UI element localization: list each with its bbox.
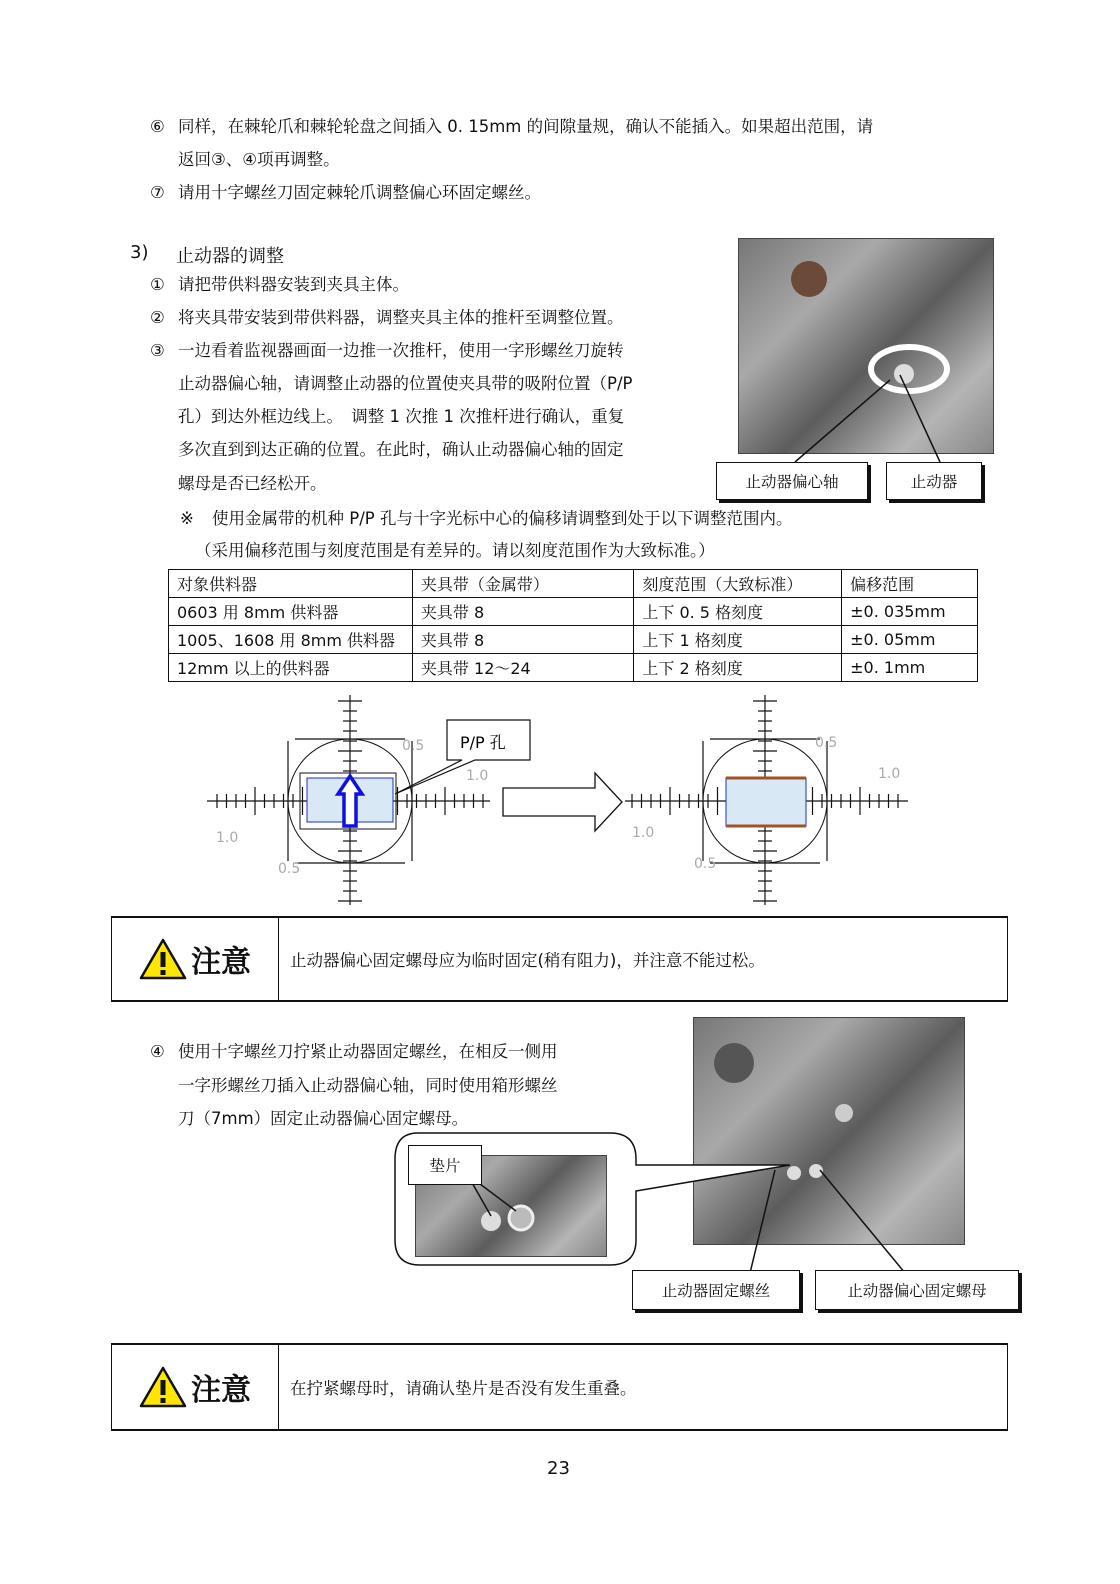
step-text: 刀（7mm）固定止动器偏心固定螺母。	[178, 1109, 469, 1128]
tick-label: 0.5	[815, 735, 838, 751]
table-cell: ±0. 035mm	[842, 598, 978, 626]
step-text: 孔）到达外框边线上。 调整 1 次推 1 次推杆进行确认，重复	[178, 407, 625, 426]
table-cell: 夹具带 8	[412, 626, 633, 654]
step-text: 同样，在棘轮爪和棘轮轮盘之间插入 0. 15mm 的间隙量规，确认不能插入。如果超出范围，请	[178, 117, 874, 136]
caution-box	[111, 1343, 1008, 1431]
tick-label: 1.0	[632, 825, 655, 841]
table-header: 刻度范围（大致标准）	[634, 570, 842, 598]
table-cell: 1005、1608 用 8mm 供料器	[169, 626, 413, 654]
table-header: 对象供料器	[169, 570, 413, 598]
step-number: ⑦	[150, 183, 165, 202]
table-header-row	[169, 570, 978, 598]
step-text: 一字形螺丝刀插入止动器偏心轴，同时使用箱形螺丝	[178, 1076, 558, 1095]
step-text: 请用十字螺丝刀固定棘轮爪调整偏心环固定螺丝。	[178, 183, 541, 202]
note-text: 使用金属带的机种 P/P 孔与十字光标中心的偏移请调整到处于以下调整范围内。	[212, 509, 793, 528]
label-stopper: 止动器	[886, 462, 982, 500]
step-text: 返回③、④项再调整。	[178, 150, 340, 169]
step-text: 请把带供料器安装到夹具主体。	[178, 275, 409, 294]
label-eccentric-nut: 止动器偏心固定螺母	[815, 1270, 1019, 1310]
step-text: 一边看着监视器画面一边推一次推杆，使用一字形螺丝刀旋转	[178, 341, 624, 360]
adjustment-range-table	[168, 569, 978, 682]
step-number: ③	[150, 341, 165, 360]
warning-icon	[139, 937, 187, 981]
caution-text: 在拧紧螺母时，请确认垫片是否没有发生重叠。	[290, 1379, 637, 1398]
caution-title: 注意	[191, 1373, 251, 1408]
table-cell: 上下 2 格刻度	[634, 654, 842, 682]
tick-label: 1.0	[878, 766, 901, 782]
step-text: 将夹具带安装到带供料器，调整夹具主体的推杆至调整位置。	[178, 308, 624, 327]
step-number: ⑥	[150, 117, 165, 136]
table-cell: ±0. 05mm	[842, 626, 978, 654]
crosshair-diagram	[0, 690, 1120, 910]
section-title: 止动器的调整	[176, 246, 284, 267]
pp-hole-label: P/P 孔	[460, 733, 506, 752]
step-number: ④	[150, 1042, 165, 1061]
tick-label: 0.5	[278, 861, 301, 877]
table-cell: 夹具带 8	[412, 598, 633, 626]
tape-pocket-right	[726, 778, 806, 826]
note-subtext: （采用偏移范围与刻度范围是有差异的。请以刻度范围作为大致标准。）	[195, 541, 715, 560]
label-washer: 垫片	[408, 1145, 482, 1185]
table-header: 偏移范围	[842, 570, 978, 598]
tick-label: 1.0	[466, 768, 489, 784]
table-cell: 12mm 以上的供料器	[169, 654, 413, 682]
caution-text: 止动器偏心固定螺母应为临时固定(稍有阻力)，并注意不能过松。	[290, 951, 765, 970]
step-number: ②	[150, 308, 165, 327]
note-mark: ※	[180, 509, 194, 528]
step-number: ①	[150, 275, 165, 294]
table-row	[169, 598, 978, 626]
pp-hole-callout	[395, 720, 530, 794]
tick-label: 0.5	[402, 738, 425, 754]
table-cell: 上下 1 格刻度	[634, 626, 842, 654]
table-header: 夹具带（金属带）	[412, 570, 633, 598]
step-text: 使用十字螺丝刀拧紧止动器固定螺丝，在相反一侧用	[178, 1042, 558, 1061]
warning-icon	[139, 1365, 187, 1409]
caution-box	[111, 916, 1008, 1002]
step-text: 止动器偏心轴，请调整止动器的位置使夹具带的吸附位置（P/P	[178, 374, 633, 393]
tick-label: 0.5	[694, 856, 717, 872]
label-leader-lines	[700, 360, 1000, 470]
page-number: 23	[547, 1458, 570, 1479]
caution-title: 注意	[191, 945, 251, 980]
table-row	[169, 626, 978, 654]
tick-label: 1.0	[216, 830, 239, 846]
label-eccentric-shaft: 止动器偏心轴	[716, 462, 868, 500]
table-row	[169, 654, 978, 682]
table-cell: 0603 用 8mm 供料器	[169, 598, 413, 626]
table-cell: ±0. 1mm	[842, 654, 978, 682]
table-cell: 上下 0. 5 格刻度	[634, 598, 842, 626]
table-cell: 夹具带 12～24	[412, 654, 633, 682]
right-arrow-icon	[503, 773, 622, 831]
step-text: 多次直到到达正确的位置。在此时，确认止动器偏心轴的固定	[178, 440, 624, 459]
label-fixing-screw: 止动器固定螺丝	[632, 1270, 800, 1310]
section-number: 3)	[130, 242, 149, 263]
step-text: 螺母是否已经松开。	[178, 474, 327, 493]
